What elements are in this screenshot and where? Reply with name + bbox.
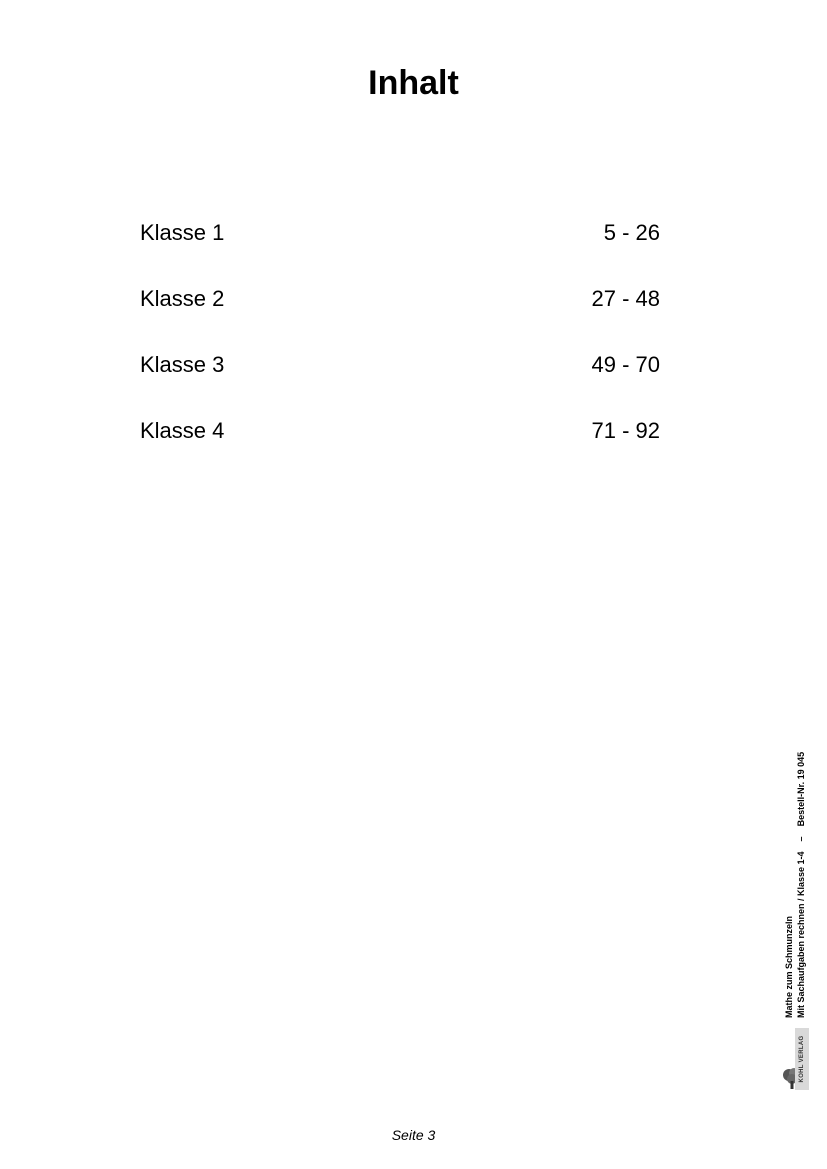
- toc-row-klasse-4: [140, 414, 660, 480]
- table-of-contents: [140, 216, 660, 480]
- toc-label: Klasse 4: [140, 418, 225, 443]
- page-number: Seite 3: [391, 1127, 436, 1143]
- toc-label: Klasse 1: [140, 220, 225, 245]
- side-imprint-text: [783, 728, 819, 1018]
- book-subtitle: Mit Sachaufgaben rechnen / Klasse 1-4: [796, 851, 806, 1018]
- toc-row-klasse-2: [140, 282, 660, 348]
- publisher-name: KOHL VERLAG: [795, 1028, 809, 1090]
- toc-label: Klasse 3: [140, 352, 225, 377]
- separator-dash: –: [796, 836, 806, 842]
- toc-row-klasse-3: [140, 348, 660, 414]
- side-imprint: [779, 728, 815, 1093]
- toc-page-range: 5 - 26: [603, 220, 660, 245]
- order-number: Bestell-Nr. 19 045: [796, 751, 806, 827]
- publisher-logo: [781, 1028, 813, 1090]
- side-line-top: [783, 728, 795, 1018]
- book-series-title: Mathe zum Schmunzeln: [784, 915, 794, 1018]
- toc-label: Klasse 2: [140, 286, 225, 311]
- toc-page-range: 71 - 92: [591, 418, 660, 443]
- toc-page-range: 49 - 70: [591, 352, 660, 377]
- side-line-bottom: [795, 728, 807, 1018]
- toc-page-range: 27 - 48: [591, 286, 660, 311]
- page-title: Inhalt: [368, 63, 459, 102]
- toc-row-klasse-1: [140, 216, 660, 282]
